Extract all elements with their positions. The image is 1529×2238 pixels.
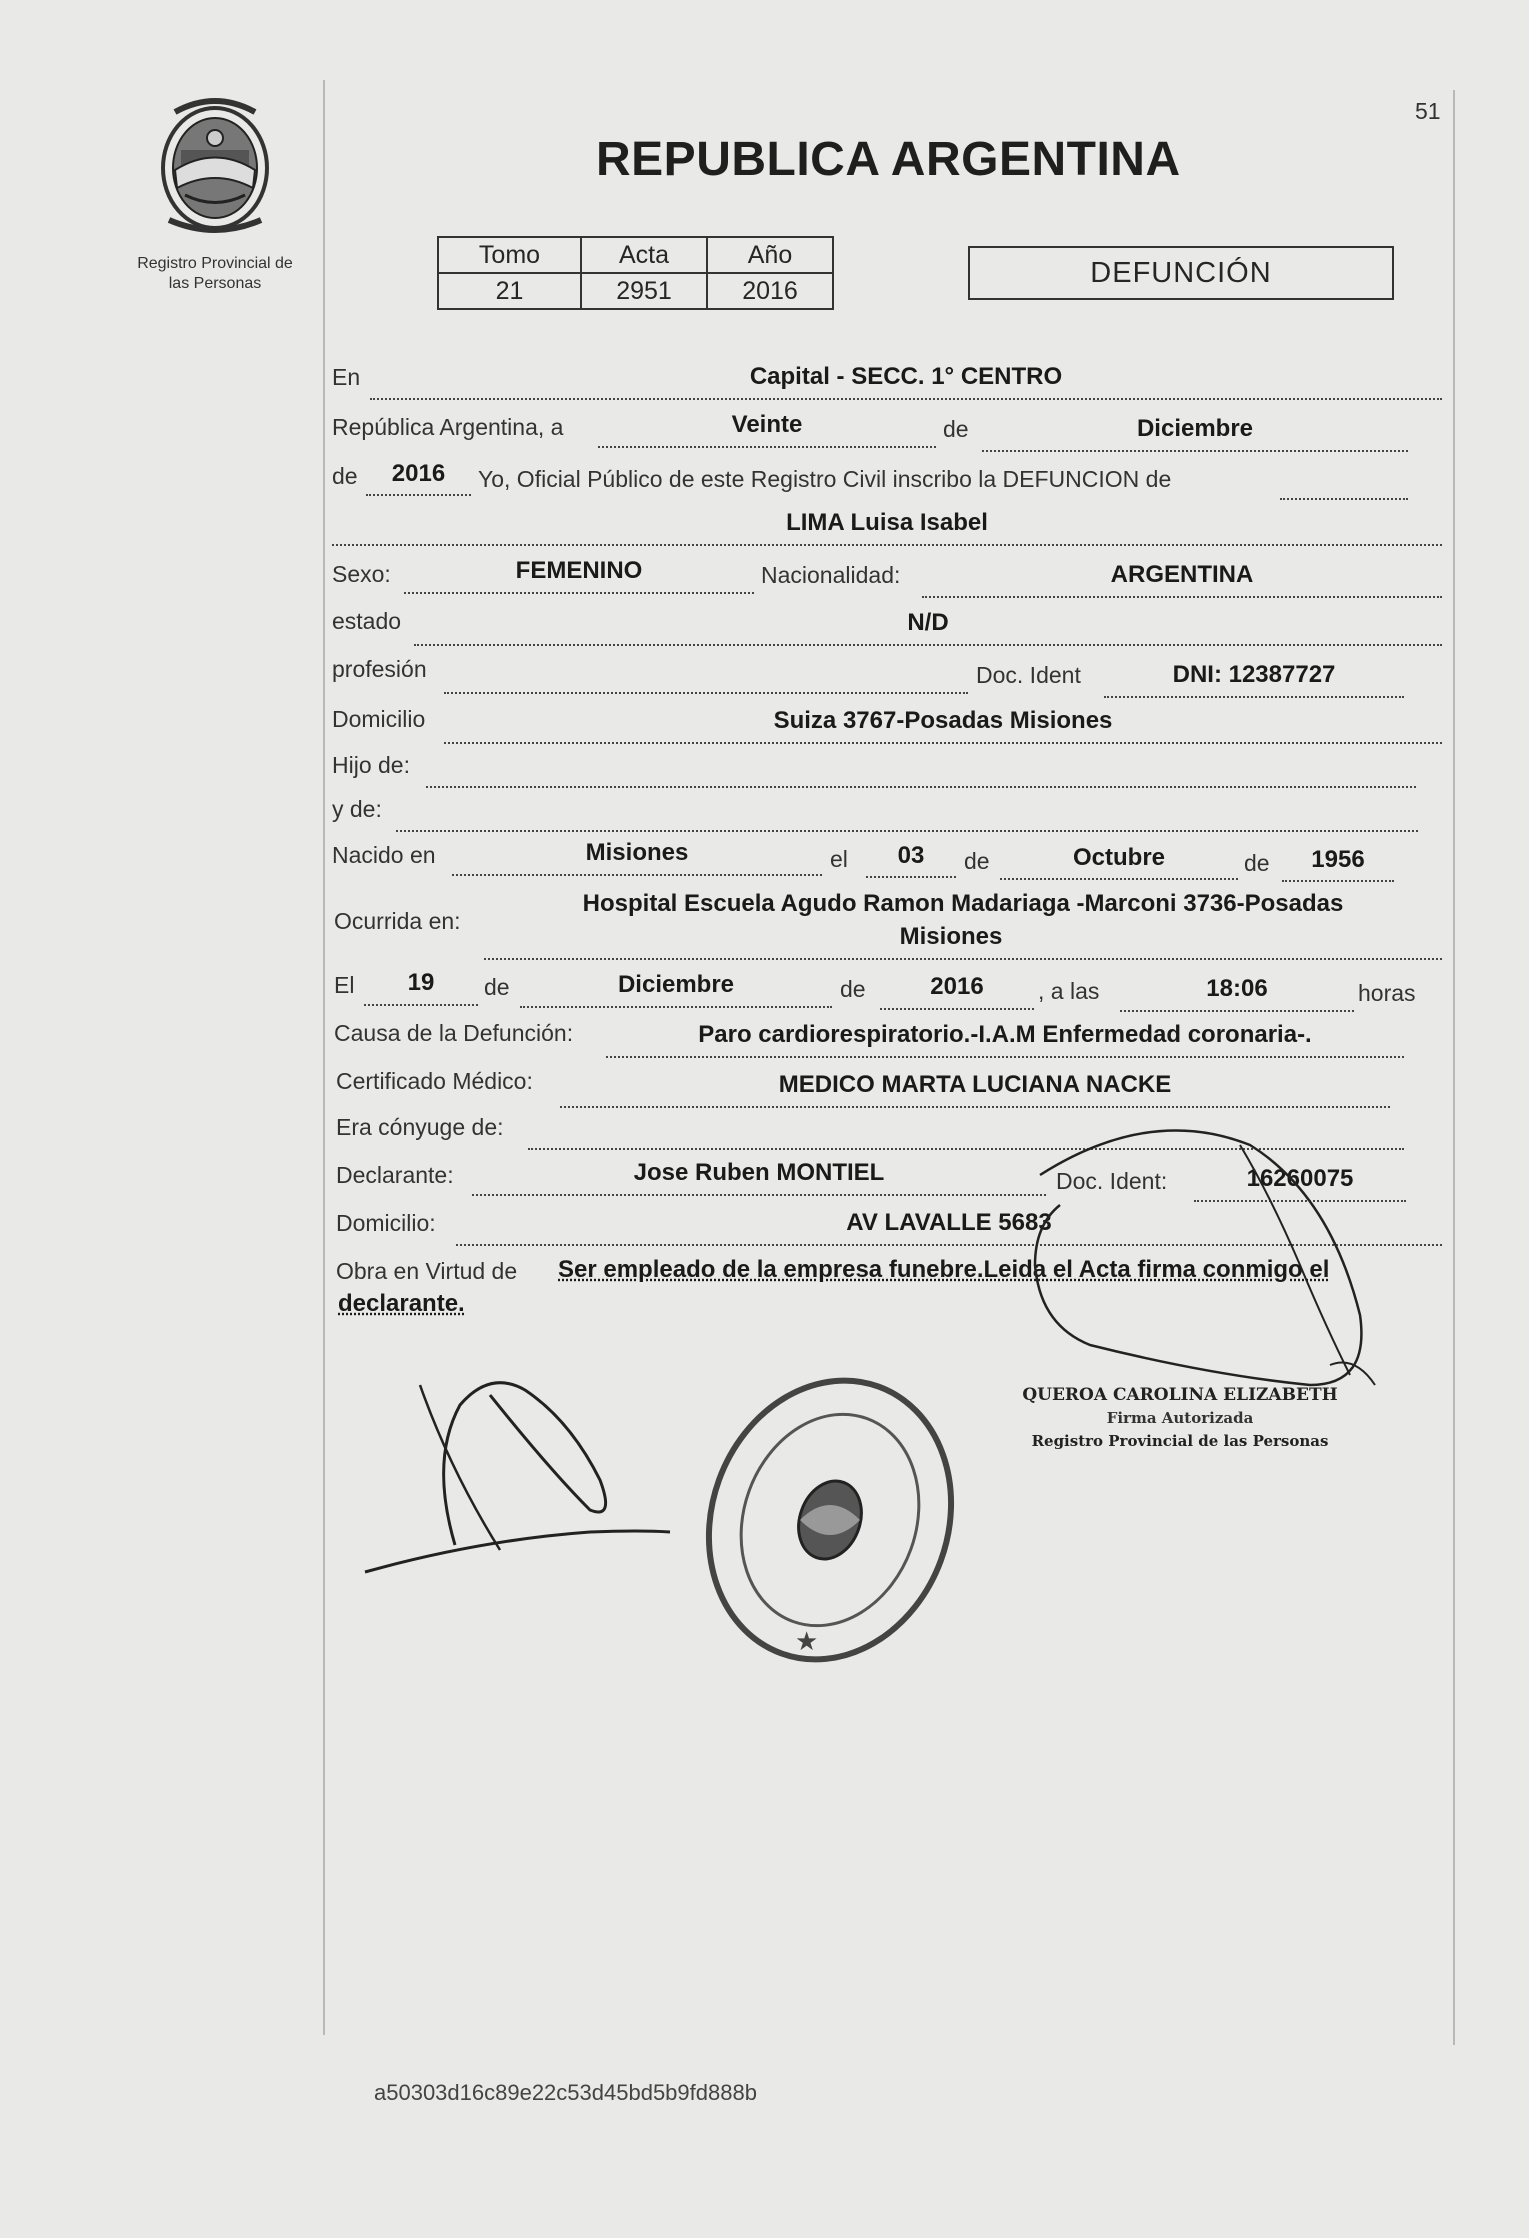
field-mes: Diciembre (1136, 415, 1254, 442)
label-hijo-de: Hijo de: (332, 752, 410, 778)
field-nacido-dia: 03 (897, 842, 925, 869)
tomo-header: Tomo (438, 237, 581, 273)
field-ocurrida-line (484, 958, 1442, 960)
field-nacido-anio-line (1282, 880, 1394, 882)
label-ocurrida-en: Ocurrida en: (334, 908, 461, 934)
label-el: el (830, 846, 848, 872)
field-obra-line2: declarante. (338, 1290, 465, 1317)
reference-table (437, 236, 834, 310)
page-number: 51 (1415, 98, 1441, 124)
label-domicilio: Domicilio (332, 706, 426, 732)
left-margin-line (323, 80, 325, 2035)
anio-value: 2016 (707, 273, 833, 309)
label-estado: estado (332, 608, 402, 634)
official-stamp-office: Registro Provincial de las Personas (1031, 1432, 1329, 1450)
registry-name-line1: Registro Provincial de (137, 255, 293, 272)
label-a-las: , a las (1038, 978, 1100, 1004)
registry-seal-stamp (705, 1370, 955, 1670)
label-y-de: y de: (332, 796, 382, 822)
field-def-anio: 2016 (930, 973, 984, 1000)
label-en: En (332, 364, 361, 390)
field-nombre: LIMA Luisa Isabel (786, 509, 988, 536)
field-estado-line (414, 644, 1442, 646)
field-mes-line (982, 450, 1408, 452)
official-stamp-role: Firma Autorizada (1106, 1409, 1254, 1427)
field-domicilio: Suiza 3767-Posadas Misiones (773, 707, 1113, 734)
official-stamp (1015, 1384, 1345, 1453)
field-lugar: Capital - SECC. 1° CENTRO (749, 363, 1063, 390)
label-horas: horas (1358, 980, 1416, 1006)
label-causa: Causa de la Defunción: (334, 1020, 574, 1046)
field-nacionalidad-line (922, 596, 1442, 598)
field-defuncion-de-line (1280, 498, 1408, 500)
field-nacido-lugar: Misiones (585, 839, 689, 866)
field-nacido-mes: Octubre (1072, 844, 1165, 871)
field-lugar-line (370, 398, 1442, 400)
page-title: REPUBLICA ARGENTINA (596, 133, 1181, 186)
acta-header: Acta (581, 237, 707, 273)
official-stamp-name: QUEROA CAROLINA ELIZABETH (1022, 1385, 1338, 1405)
field-nacido-dia-line (866, 876, 956, 878)
field-obra-line1: Ser empleado de la empresa funebre.Leida el Acta firma conmigo el (558, 1256, 1330, 1283)
label-de-nac1: de (964, 848, 990, 874)
acta-value: 2951 (581, 273, 707, 309)
label-domicilio-declarante: Domicilio: (336, 1210, 436, 1236)
field-def-mes: Diciembre (617, 971, 735, 998)
label-profesion: profesión (332, 656, 427, 682)
field-certificado-line (560, 1106, 1390, 1108)
field-nacido-lugar-line (452, 874, 822, 876)
field-declarante-doc: 16260075 (1246, 1165, 1354, 1192)
field-ocurrida-line1: Hospital Escuela Agudo Ramon Madariaga -Marconi 3736-Posadas (582, 890, 1344, 917)
label-de-nac2: de (1244, 850, 1270, 876)
label-nacido-en: Nacido en (332, 842, 436, 868)
label-nacionalidad: Nacionalidad: (761, 562, 901, 588)
field-dia-line (598, 446, 936, 448)
field-sexo: FEMENINO (515, 557, 643, 584)
label-doc-ident-declarante: Doc. Ident: (1056, 1168, 1168, 1194)
field-nacido-mes-line (1000, 878, 1238, 880)
field-sexo-line (404, 592, 754, 594)
field-anio-line (366, 494, 471, 496)
label-de: de (943, 416, 969, 442)
field-declarante: Jose Ruben MONTIEL (633, 1159, 885, 1186)
registry-name (105, 254, 325, 294)
document-hash: a50303d16c89e22c53d45bd5b9fd888b (374, 2080, 757, 2105)
label-obra: Obra en Virtud de (336, 1258, 518, 1284)
field-dia: Veinte (731, 411, 803, 438)
field-declarante-domicilio: AV LAVALLE 5683 (846, 1209, 1052, 1236)
tomo-value: 21 (438, 273, 581, 309)
field-declarante-line (472, 1194, 1046, 1196)
field-nacionalidad: ARGENTINA (1110, 561, 1254, 588)
anio-header: Año (707, 237, 833, 273)
label-yo-oficial: Yo, Oficial Público de este Registro Civil inscribo la DEFUNCION de (478, 466, 1172, 492)
declarant-signature (360, 1350, 680, 1580)
field-profesion-line (444, 692, 968, 694)
official-signature (1030, 1115, 1390, 1415)
field-def-dia-line (364, 1004, 478, 1006)
label-sexo: Sexo: (332, 561, 391, 587)
field-causa: Paro cardiorespiratorio.-I.A.M Enfermedad coronaria-. (698, 1021, 1312, 1048)
field-y-de-line (396, 830, 1418, 832)
label-de-def1: de (484, 974, 510, 1000)
field-hijo-de-line (426, 786, 1416, 788)
label-conyuge: Era cónyuge de: (336, 1114, 504, 1140)
label-de-def2: de (840, 976, 866, 1002)
field-ocurrida-line2: Misiones (899, 923, 1003, 950)
field-doc-line (1104, 696, 1404, 698)
field-def-anio-line (880, 1008, 1034, 1010)
field-nacido-anio: 1956 (1311, 846, 1365, 873)
coat-of-arms-icon (145, 90, 285, 240)
field-domicilio-line (444, 742, 1442, 744)
right-margin-line (1453, 90, 1455, 2045)
field-def-dia: 19 (407, 969, 435, 996)
label-declarante: Declarante: (336, 1162, 454, 1188)
field-def-mes-line (520, 1006, 832, 1008)
registry-name-line2: las Personas (168, 275, 262, 292)
field-anio: 2016 (391, 460, 446, 487)
field-doc: DNI: 12387727 (1172, 661, 1336, 688)
field-nombre-line (332, 544, 1442, 546)
svg-text:★: ★ (795, 1627, 819, 1657)
field-estado: N/D (907, 609, 949, 636)
label-doc-ident: Doc. Ident (976, 662, 1081, 688)
field-causa-line (606, 1056, 1404, 1058)
label-de-anio: de (332, 463, 358, 489)
label-certificado: Certificado Médico: (336, 1068, 533, 1094)
record-type-box: DEFUNCIÓN (968, 246, 1394, 300)
label-republica: República Argentina, a (332, 414, 564, 440)
field-def-hora: 18:06 (1206, 975, 1268, 1002)
field-certificado: MEDICO MARTA LUCIANA NACKE (778, 1071, 1172, 1098)
label-el-fecha: El (334, 972, 355, 998)
field-def-hora-line (1120, 1010, 1354, 1012)
